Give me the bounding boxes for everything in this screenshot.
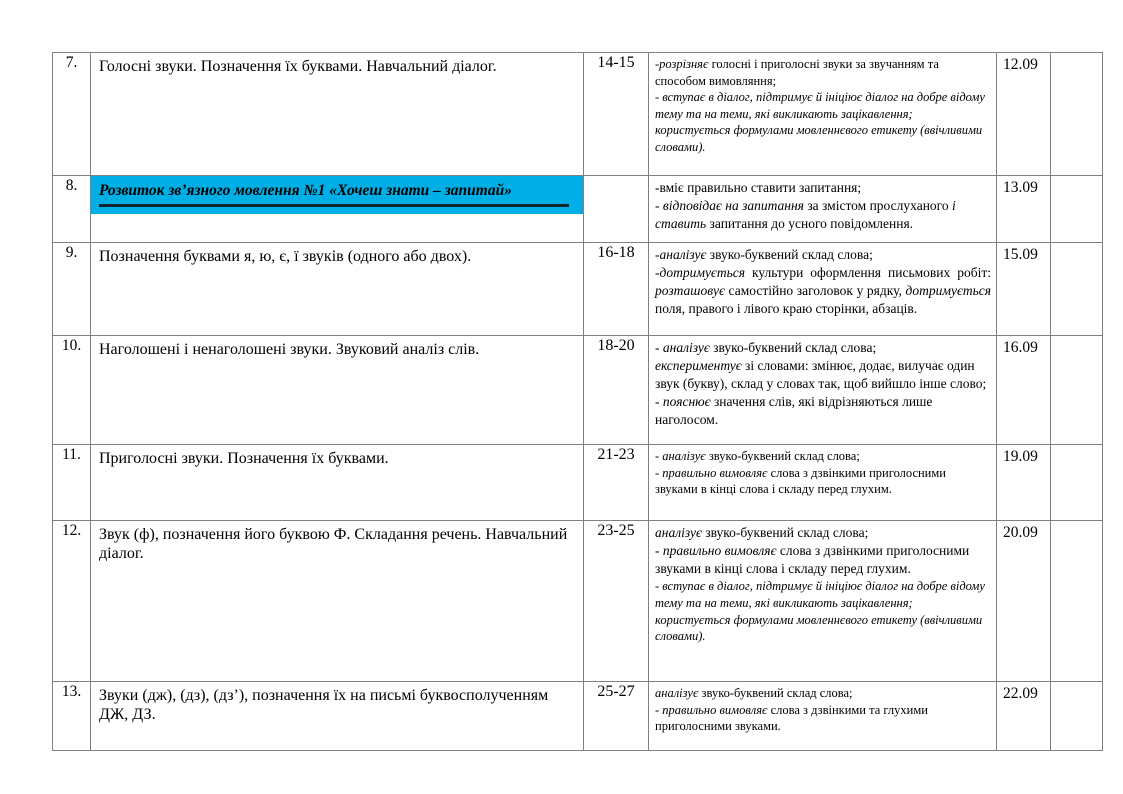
note-cell xyxy=(1051,336,1103,445)
table-row xyxy=(53,336,1103,445)
date-text: 22.09 xyxy=(1003,685,1038,702)
criteria-cell xyxy=(649,445,997,521)
criteria-line: - вступає в діалог, підтримує й ініціює діалог на добре відому тему та на теми, які викликають зацікавлення; xyxy=(655,579,985,610)
lesson-plan-table xyxy=(52,52,1103,751)
topic-cell xyxy=(91,682,584,751)
pages-cell xyxy=(584,445,649,521)
note-text xyxy=(1051,445,1102,455)
date-cell xyxy=(997,682,1051,751)
note-cell xyxy=(1051,682,1103,751)
criteria-line: - правильно вимовляє слова з дзвінкими приголосними звуками в кінці слова і складу перед глухим. xyxy=(655,543,970,577)
topic-text: Наголошені і ненаголошені звуки. Звуковий аналіз слів. xyxy=(99,341,480,358)
pages-cell xyxy=(584,176,649,243)
note-text xyxy=(1051,682,1102,692)
table-row xyxy=(53,445,1103,521)
row-number-cell xyxy=(53,53,91,176)
criteria-text xyxy=(649,682,996,738)
row-number: 8. xyxy=(65,177,78,194)
row-number: 10. xyxy=(61,337,82,354)
criteria-cell xyxy=(649,243,997,336)
note-cell xyxy=(1051,521,1103,682)
criteria-text xyxy=(649,243,996,321)
criteria-cell xyxy=(649,521,997,682)
date-cell xyxy=(997,521,1051,682)
topic-text: Приголосні звуки. Позначення їх буквами. xyxy=(99,450,389,467)
table-row xyxy=(53,521,1103,682)
date-text: 13.09 xyxy=(1003,179,1038,196)
pages-cell xyxy=(584,682,649,751)
table-row xyxy=(53,176,1103,243)
note-cell xyxy=(1051,176,1103,243)
date-cell xyxy=(997,176,1051,243)
criteria-line: користується формулами мовленнєвого етикету (ввічливими словами). xyxy=(655,612,983,644)
criteria-text xyxy=(649,521,996,648)
pages-cell xyxy=(584,53,649,176)
topic-cell-highlighted xyxy=(91,176,584,243)
pages-cell xyxy=(584,521,649,682)
criteria-cell xyxy=(649,336,997,445)
topic-text: Звук (ф), позначення його буквою Ф. Складання речень. Навчальний діалог. xyxy=(99,526,568,563)
topic-cell xyxy=(91,243,584,336)
criteria-text xyxy=(649,53,996,158)
table-row xyxy=(53,243,1103,336)
criteria-cell xyxy=(649,53,997,176)
row-number-cell xyxy=(53,243,91,336)
row-number: 7. xyxy=(65,54,78,71)
note-cell xyxy=(1051,243,1103,336)
topic-label: Розвиток зв’язного мовлення №1 «Хочеш знати – запитай» xyxy=(99,182,512,199)
date-text: 15.09 xyxy=(1003,246,1038,263)
topic-cell xyxy=(91,521,584,682)
topic-text-highlighted xyxy=(91,176,583,214)
criteria-line: -аналізує звуко-буквений склад слова; xyxy=(655,247,873,262)
date-cell xyxy=(997,243,1051,336)
row-number-cell xyxy=(53,336,91,445)
criteria-line: - аналізує звуко-буквений склад слова; xyxy=(655,340,877,355)
criteria-line: - відповідає на запитання за змістом прослуханого і ставить запитання до усного повідомлення. xyxy=(655,198,956,232)
note-cell xyxy=(1051,53,1103,176)
row-number-cell xyxy=(53,521,91,682)
criteria-line: аналізує звуко-буквений склад слова; xyxy=(655,686,853,700)
row-number-cell xyxy=(53,176,91,243)
criteria-line: -дотримується культури оформлення письмових робіт: розташовує самостійно заголовок у рядку, дотримується поля, правого і лівого краю сторінки, абзаців. xyxy=(655,265,991,317)
row-number: 9. xyxy=(65,244,78,261)
topic-text: Позначення буквами я, ю, є, ї звуків (одного або двох). xyxy=(99,248,472,265)
criteria-line: користується формулами мовленнєвого етикету (ввічливими словами). xyxy=(655,123,983,154)
criteria-line: - пояснює значення слів, які відрізняються лише наголосом. xyxy=(655,394,933,428)
row-number-cell xyxy=(53,682,91,751)
criteria-line: - вступає в діалог, підтримує й ініціює діалог на добре відому тему та на теми, які викликають зацікавлення; xyxy=(655,90,985,121)
pages-cell xyxy=(584,336,649,445)
pages-text: 25-27 xyxy=(597,683,635,700)
row-number: 11. xyxy=(62,446,81,463)
criteria-cell xyxy=(649,682,997,751)
pages-text: 21-23 xyxy=(597,446,635,463)
note-cell xyxy=(1051,445,1103,521)
topic-cell xyxy=(91,336,584,445)
criteria-cell xyxy=(649,176,997,243)
date-cell xyxy=(997,336,1051,445)
date-text: 19.09 xyxy=(1003,448,1038,465)
pages-text: 16-18 xyxy=(597,244,635,261)
criteria-line: - аналізує звуко-буквений склад слова; xyxy=(655,449,860,463)
criteria-text xyxy=(649,336,996,432)
note-text xyxy=(1051,243,1102,253)
date-text: 20.09 xyxy=(1003,524,1038,541)
date-text: 12.09 xyxy=(1003,56,1038,73)
note-text xyxy=(1051,53,1102,63)
topic-text: Звуки (дж), (дз), (дз’), позначення їх на письмі буквосполученням ДЖ, ДЗ. xyxy=(99,687,549,724)
criteria-text xyxy=(649,445,996,501)
row-number: 12. xyxy=(61,522,82,539)
row-number-cell xyxy=(53,445,91,521)
criteria-line: -розрізняє голосні і приголосні звуки за звучанням та способом вимовляння; xyxy=(655,57,939,88)
criteria-line: - правильно вимовляє слова з дзвінкими приголосними звуками в кінці слова і складу перед глухим. xyxy=(655,465,946,496)
pages-text: 23-25 xyxy=(597,522,635,539)
topic-text: Голосні звуки. Позначення їх буквами. Навчальний діалог. xyxy=(99,58,497,75)
criteria-line: - правильно вимовляє слова з дзвінкими та глухими приголосними звуками. xyxy=(655,702,928,733)
row-number: 13. xyxy=(61,683,82,700)
pages-text: 14-15 xyxy=(597,54,635,71)
topic-cell xyxy=(91,445,584,521)
note-text xyxy=(1051,176,1102,186)
date-cell xyxy=(997,445,1051,521)
pages-text: 18-20 xyxy=(597,337,635,354)
criteria-line: аналізує звуко-буквений склад слова; xyxy=(655,525,869,540)
criteria-line: -вміє правильно ставити запитання; xyxy=(655,180,862,195)
table-row xyxy=(53,682,1103,751)
topic-cell xyxy=(91,53,584,176)
note-text xyxy=(1051,521,1102,531)
criteria-text xyxy=(649,176,996,236)
date-text: 16.09 xyxy=(1003,339,1038,356)
pages-cell xyxy=(584,243,649,336)
table-row xyxy=(53,53,1103,176)
note-text xyxy=(1051,336,1102,346)
underline-rule xyxy=(99,204,569,207)
date-cell xyxy=(997,53,1051,176)
criteria-line: експериментує зі словами: змінює, додає, вилучає один звук (букву), склад у словах так, щоб вийшло інше слово; xyxy=(655,358,987,392)
